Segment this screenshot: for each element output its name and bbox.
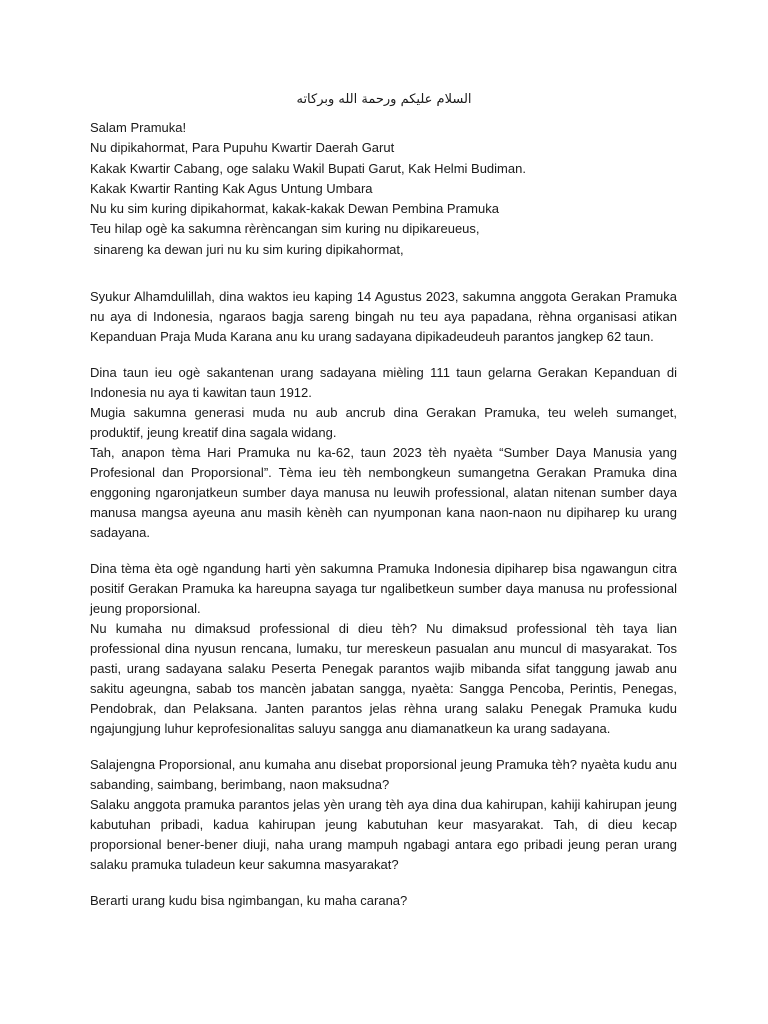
salutation-line: Kakak Kwartir Ranting Kak Agus Untung Umbara	[90, 180, 373, 196]
paragraph: Syukur Alhamdulillah, dina waktos ieu kaping 14 Agustus 2023, sakumna anggota Gerakan Pramuka nu aya di Indonesia, ngaraos bagja sareng bingah nu teu aya papadana, rèhna organisasi atikan Kepanduan Praja Muda Karana anu ku urang sadayana dipikadeudeuh parantos jangkep 62 taun.	[90, 289, 677, 344]
salutation-line: Kakak Kwartir Cabang, oge salaku Wakil Bupati Garut, Kak Helmi Budiman.	[90, 160, 526, 176]
paragraph: Salaku anggota pramuka parantos jelas yèn urang tèh aya dina dua kahirupan, kahiji kahirupan jeung kabutuhan pribadi, kadua kahirupan jeung kabutuhan keur masyarakat. Tah, di dieu kecap proporsional bener-bener diuji, naha urang mampuh ngabagi antara ego pribadi jeung peran urang salaku pramuka tuladeun keur sakumna masyarakat?	[90, 797, 677, 872]
salutation-block	[90, 118, 690, 260]
paragraph: Berarti urang kudu bisa ngimbangan, ku maha carana?	[90, 893, 408, 908]
arabic-greeting: السلام عليكم ورحمة الله وبركاته	[296, 92, 472, 107]
salutation-line: sinareng ka dewan juri nu ku sim kuring dipikahormat,	[90, 241, 404, 257]
paragraph: Salajengna Proporsional, anu kumaha anu disebat proporsional jeung Pramuka tèh? nyaèta kudu anu sabanding, saimbang, berimbang, naon maksudna?	[90, 757, 677, 792]
speech-body	[90, 287, 677, 911]
paragraph: Dina taun ieu ogè sakantenan urang sadayana mièling 111 taun gelarna Gerakan Kepanduan di Indonesia nu aya ti kawitan taun 1912.	[90, 365, 677, 400]
salutation-line: Teu hilap ogè ka sakumna rèrèncangan sim kuring nu dipikareueus,	[90, 221, 480, 237]
paragraph: Mugia sakumna generasi muda nu aub ancrub dina Gerakan Pramuka, teu weleh sumanget, produktif, jeung kreatif dina sagala widang.	[90, 405, 677, 440]
paragraph: Dina tèma èta ogè ngandung harti yèn sakumna Pramuka Indonesia dipiharep bisa ngawangun citra positif Gerakan Pramuka ka hareupna sayaga tur ngalibetkeun sumber daya manusa nu professional jeung proporsional.	[90, 561, 677, 616]
salutation-line: Nu ku sim kuring dipikahormat, kakak-kakak Dewan Pembina Pramuka	[90, 201, 499, 217]
paragraph: Nu kumaha nu dimaksud professional di dieu tèh? Nu dimaksud professional tèh taya lian professional dina nyusun rencana, lumaku, tur mereskeun pasualan anu muncul di masyarakat. Tos pasti, urang sadayana salaku Peserta Penegak parantos wajib mibanda sifat tanggung jawab anu sakitu ageungna, sabab tos mancèn jabatan sangga, nyaèta: Sangga Pencoba, Perintis, Penegas, Pendobrak, dan Pelaksana. Janten parantos jelas rèhna urang salaku Penegak Pramuka kudu ngajungjung luhur keprofesionalitas saluyu sangga anu diamanatkeun ka urang sadayana.	[90, 621, 677, 736]
paragraph: Tah, anapon tèma Hari Pramuka nu ka-62, taun 2023 tèh nyaèta “Sumber Daya Manusia yang Profesional dan Proporsional”. Tèma ieu tèh nembongkeun sumangetna Gerakan Pramuka dina enggoning ngaronjatkeun sumber daya manusa nu leuwih professional, alatan nitenan sumber daya manusa mangsa ayeuna anu masih kènèh can nyumponan kana naon-naon nu dipiharep ku urang sadayana.	[90, 445, 677, 540]
salutation-line: Salam Pramuka!	[90, 120, 187, 135]
salutation-line: Nu dipikahormat, Para Pupuhu Kwartir Daerah Garut	[90, 140, 395, 156]
